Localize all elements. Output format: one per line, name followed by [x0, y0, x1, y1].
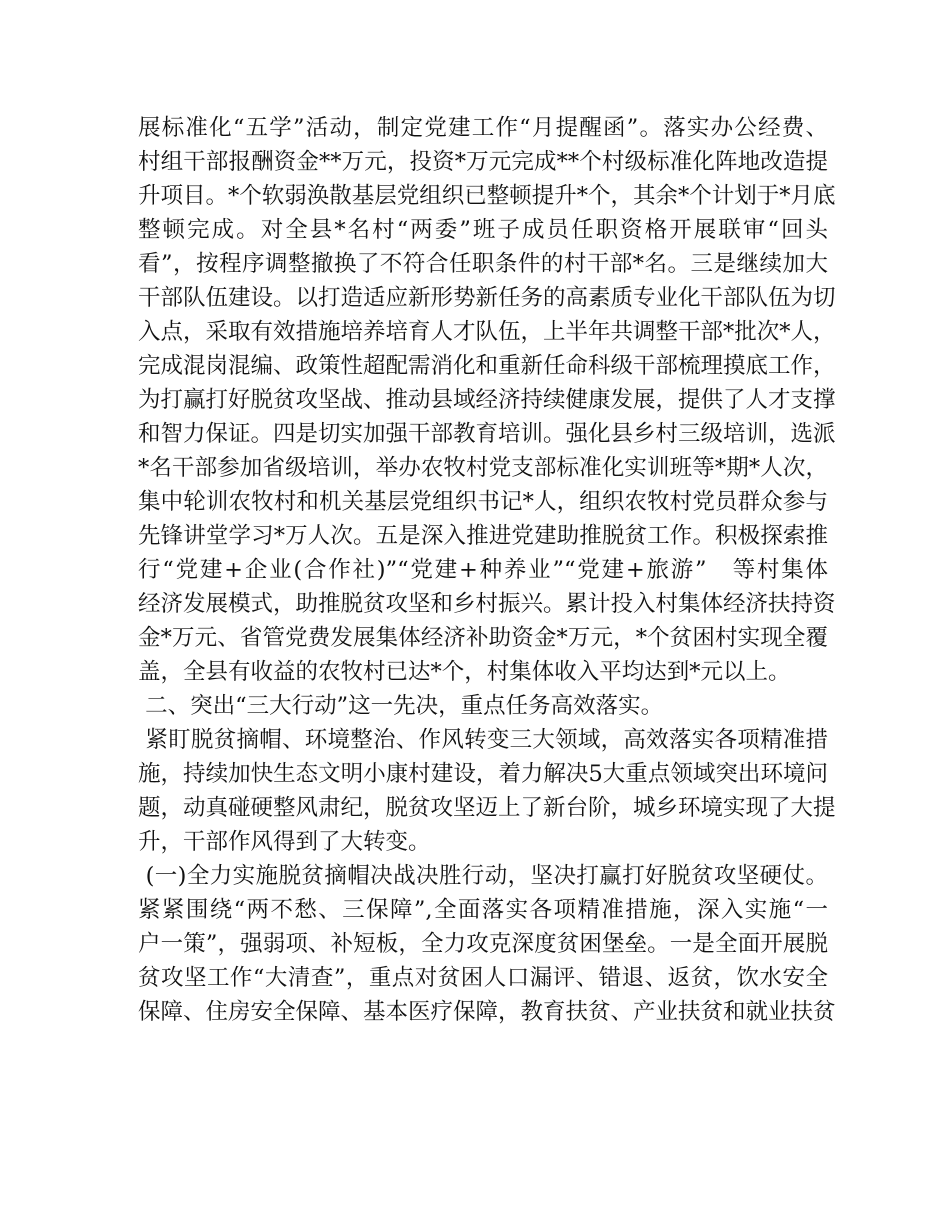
- text-line-21: 题，动真碰硬整风肃纪，脱贫攻坚迈上了新台阶，城乡环境实现了大提: [138, 795, 836, 821]
- text-line-26: 贫攻坚工作“大清查”，重点对贫困人口漏评、错退、返贫，饮水安全: [138, 965, 828, 991]
- text-line-20: 施，持续加快生态文明小康村建设，着力解决5大重点领域突出环境问: [138, 761, 828, 787]
- text-line-14: 行“党建+企业(合作社)”“党建+种养业”“党建+旅游” 等村集体: [138, 557, 828, 583]
- document-body: [138, 111, 836, 1029]
- text-line-5: 看”，按程序调整撤换了不符合任职条件的村干部*名。三是继续加大: [138, 251, 828, 277]
- text-line-3: 升项目。*个软弱涣散基层党组织已整顿提升*个，其余*个计划于*月底: [138, 183, 836, 209]
- text-line-7: 入点，采取有效措施培养培育人才队伍，上半年共调整干部*批次*人，: [138, 319, 836, 345]
- text-line-22: 升，干部作风得到了大转变。: [138, 829, 431, 855]
- text-line-13: 先锋讲堂学习*万人次。五是深入推进党建助推脱贫工作。积极探索推: [138, 523, 828, 549]
- text-line-11: *名干部参加省级培训，举办农牧村党支部标准化实训班等*期*人次，: [138, 455, 828, 481]
- text-line-19: 紧盯脱贫摘帽、环境整治、作风转变三大领域，高效落实各项精准措: [138, 727, 828, 753]
- subsection-heading: (一)全力实施脱贫摘帽决战决胜行动，坚决打赢打好脱贫攻坚硬仗。: [138, 863, 828, 889]
- text-line-6: 干部队伍建设。以打造适应新形势新任务的高素质专业化干部队伍为切: [138, 285, 836, 311]
- text-line-16: 金*万元、省管党费发展集体经济补助资金*万元，*个贫困村实现全覆: [138, 625, 828, 651]
- text-line-25: 户一策”，强弱项、补短板，全力攻克深度贫困堡垒。一是全面开展脱: [138, 931, 828, 957]
- text-line-1: 展标准化“五学”活动，制定党建工作“月提醒函”。落实办公经费、: [138, 115, 828, 141]
- text-line-15: 经济发展模式，助推脱贫攻坚和乡村振兴。累计投入村集体经济扶持资: [138, 591, 836, 617]
- text-line-10: 和智力保证。四是切实加强干部教育培训。强化县乡村三级培训，选派: [138, 421, 836, 447]
- section-heading: 二、突出“三大行动”这一先决，重点任务高效落实。: [138, 693, 664, 719]
- text-line-27: 保障、住房安全保障、基本医疗保障，教育扶贫、产业扶贫和就业扶贫: [138, 999, 836, 1025]
- text-line-17: 盖，全县有收益的农牧村已达*个，村集体收入平均达到*元以上。: [138, 659, 791, 685]
- text-line-8: 完成混岗混编、政策性超配需消化和重新任命科级干部梳理摸底工作，: [138, 353, 836, 379]
- text-line-12: 集中轮训农牧村和机关基层党组织书记*人，组织农牧村党员群众参与: [138, 489, 828, 515]
- text-line-24: 紧紧围绕“两不愁、三保障”,全面落实各项精准措施，深入实施“一: [138, 897, 828, 923]
- text-line-4: 整顿完成。对全县*名村“两委”班子成员任职资格开展联审“回头: [138, 217, 828, 243]
- text-line-9: 为打赢打好脱贫攻坚战、推动县域经济持续健康发展，提供了人才支撑: [138, 387, 836, 413]
- text-line-2: 村组干部报酬资金**万元，投资*万元完成**个村级标准化阵地改造提: [138, 149, 828, 175]
